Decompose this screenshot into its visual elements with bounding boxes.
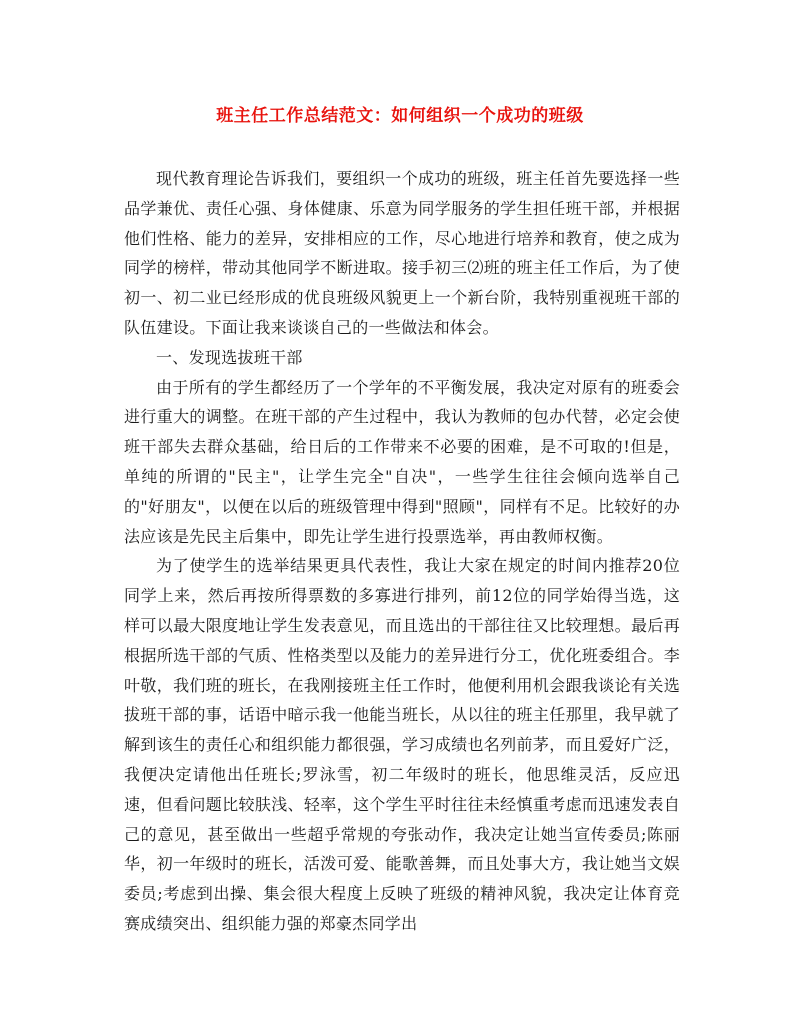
paragraph-election-process: 为了使学生的选举结果更具代表性，我让大家在规定的时间内推荐20位同学上来，然后再按所得票数的多寡进行排列，前12位的同学始得当选，这样可以最大限度地让学生发表意见，而且选出的干部往往又比较理想。最后再根据所选干部的气质、性格类型以及能力的差异进行分工，优化班委组合。李叶敬，我们班的班长，在我刚接班主任工作时，他便利用机会跟我谈论有关选拔班干部的事，话语中暗示我一他能当班长，从以往的班主任那里，我早就了解到该生的责任心和组织能力都很强，学习成绩也名列前茅，而且爱好广泛，我便决定请他出任班长;罗泳雪，初二年级时的班长，他思维灵活，反应迅速，但看问题比较肤浅、轻率，这个学生平时往往未经慎重考虑而迅速发表自己的意见，甚至做出一些超乎常规的夸张动作，我决定让她当宣传委员;陈丽华，初一年级时的班长，活泼可爱、能歌善舞，而且处事大方，我让她当文娱委员;考虑到出操、集会很大程度上反映了班级的精神风貌，我决定让体育竞赛成绩突出、组织能力强的郑豪杰同学出 [124,556,680,933]
section-heading: 一、发现选拔班干部 [156,347,303,367]
paragraph-election-method: 由于所有的学生都经历了一个学年的不平衡发展，我决定对原有的班委会进行重大的调整。在班干部的产生过程中，我认为教师的包办代替，必定会使班干部失去群众基础，给日后的工作带来不必要的困难，是不可取的!但是，单纯的所谓的"民主"，让学生完全"自决"，一些学生往往会倾向选举自己的"好朋友"，以便在以后的班级管理中得到"照顾"，同样有不足。比较好的办法应该是先民主后集中，即先让学生进行投票选举，再由教师权衡。 [124,377,680,546]
document-title: 班主任工作总结范文：如何组织一个成功的班级 [216,106,584,126]
paragraph-intro: 现代教育理论告诉我们，要组织一个成功的班级，班主任首先要选择一些品学兼优、责任心强、身体健康、乐意为同学服务的学生担任班干部，并根据他们性格、能力的差异，安排相应的工作，尽心地进行培养和教育，使之成为同学的榜样，带动其他同学不断进取。接手初三⑵班的班主任工作后，为了使初一、初二业已经形成的优良班级风貌更上一个新台阶，我特别重视班干部的队伍建设。下面让我来谈谈自己的一些做法和体会。 [124,169,680,337]
document-body [124,164,680,939]
